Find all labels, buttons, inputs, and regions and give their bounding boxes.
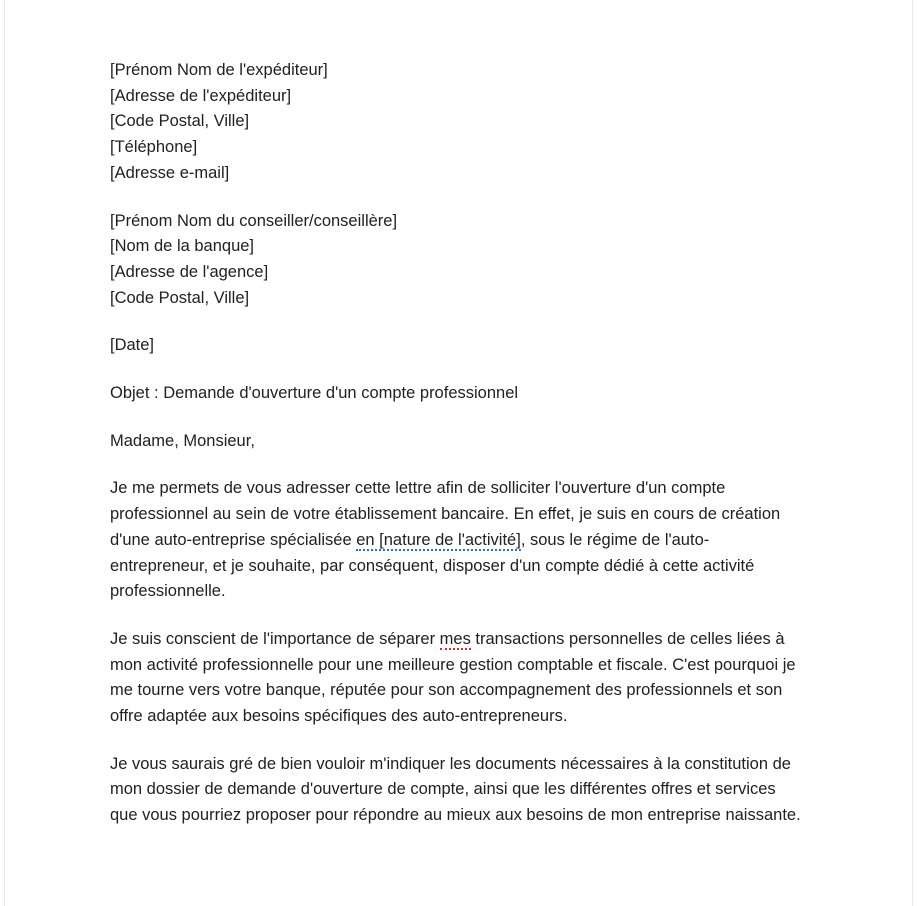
paragraph-one-text-b: , sous le régime de l'auto-entrepreneur, et je souhaite, par conséquent, disposer d'un compte dédié à cette activité professionnelle.: [110, 530, 755, 601]
paragraph-two-flagged-text[interactable]: mes: [439, 629, 471, 648]
sender-line: [Téléphone]: [110, 138, 198, 157]
paragraph-one[interactable]: [110, 476, 806, 605]
recipient-line: [Adresse de l'agence]: [110, 262, 269, 281]
page-left-edge: [0, 0, 5, 906]
salutation-block[interactable]: [110, 429, 806, 455]
recipient-line: [Code Postal, Ville]: [110, 288, 250, 307]
date-line: [Date]: [110, 336, 155, 355]
paragraph-two-text-a: Je suis conscient de l'importance de séparer: [110, 629, 440, 648]
subject-block[interactable]: [110, 381, 806, 407]
page-right-edge: [912, 0, 917, 906]
recipient-line: [Nom de la banque]: [110, 237, 255, 256]
paragraph-one-flagged-text[interactable]: en [nature de l'activité]: [356, 530, 521, 549]
sender-line: [Prénom Nom de l'expéditeur]: [110, 61, 328, 79]
recipient-address-block[interactable]: [110, 209, 806, 312]
sender-address-block[interactable]: [110, 58, 806, 187]
recipient-line: [Prénom Nom du conseiller/conseillère]: [110, 211, 398, 230]
paragraph-two[interactable]: [110, 627, 806, 730]
paragraph-one-text-a: Je me permets de vous adresser cette lettre afin de solliciter l'ouverture d'un compte professionnel au sein de votre établissement bancaire. En effet, je suis en cours de création d'une auto-entreprise spécialisée: [110, 479, 781, 549]
salutation-line: Madame, Monsieur,: [110, 431, 255, 450]
sender-line: [Adresse de l'expéditeur]: [110, 86, 292, 105]
sender-line: [Code Postal, Ville]: [110, 112, 250, 131]
subject-line: Objet : Demande d'ouverture d'un compte professionnel: [110, 384, 519, 403]
date-block[interactable]: [110, 333, 806, 359]
document-content[interactable]: [110, 58, 806, 851]
sender-line: [Adresse e-mail]: [110, 163, 230, 182]
paragraph-three[interactable]: Je vous saurais gré de bien vouloir m'indiquer les documents nécessaires à la constitution de mon dossier de demande d'ouverture de compte, ainsi que les différentes offres et services que vous pourriez proposer pour répondre au mieux aux besoins de mon entreprise naissante.: [110, 754, 801, 825]
paragraph-two-text-b: transactions personnelles de celles liées à mon activité professionnelle pour une meilleure gestion comptable et fiscale. C'est pourquoi je me tourne vers votre banque, réputée pour son accompagnement des professionnels et son offre adaptée aux besoins spécifiques des auto-entrepreneurs.: [110, 629, 796, 726]
